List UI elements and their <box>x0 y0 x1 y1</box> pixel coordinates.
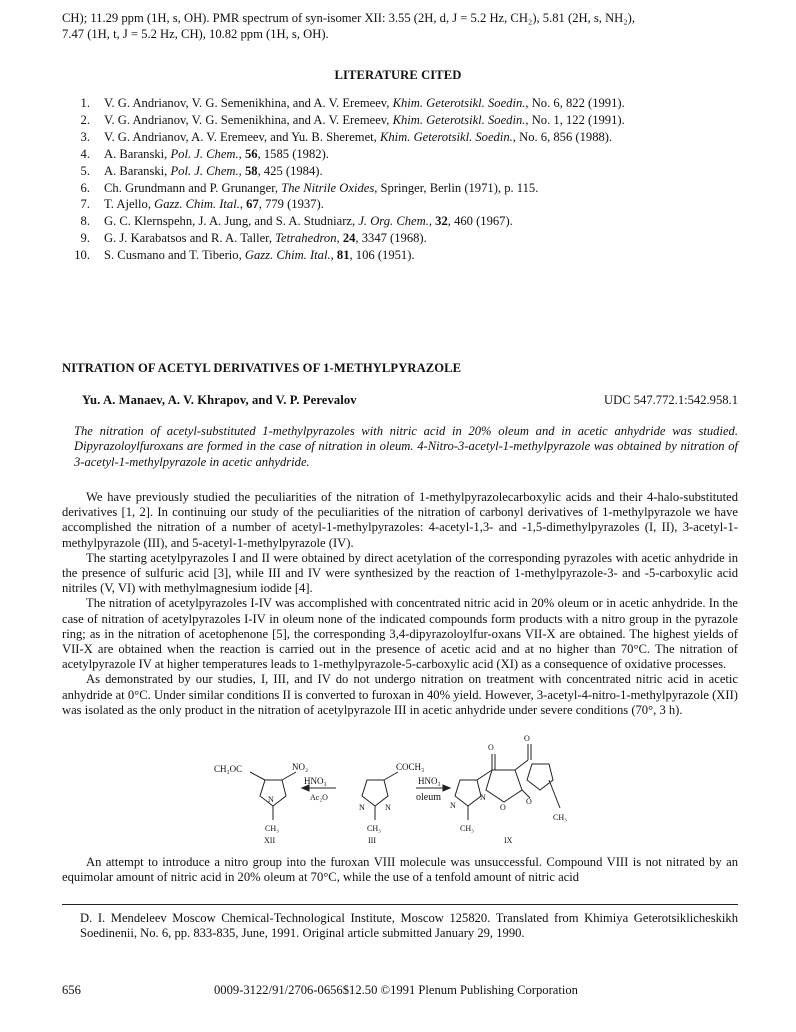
xii-n-label: N <box>268 795 274 804</box>
article-title: NITRATION OF ACETYL DERIVATIVES OF 1-METHYLPYRAZOLE <box>62 361 462 375</box>
iii-n-label-1: N <box>359 803 365 812</box>
reagent-right-bottom: oleum <box>416 792 441 803</box>
reference-volume: 24 <box>342 231 356 246</box>
reference-details: , No. 6, 822 (1991). <box>525 96 625 110</box>
reference-authors: G. C. Klernspehn, J. A. Jung, and S. A. Studniarz, <box>104 214 359 229</box>
reference-authors: V. G. Andrianov, V. G. Semenikhina, and A. V. Eremeev, <box>104 112 393 127</box>
compound-label-iii: III <box>368 836 376 845</box>
reference-number: 6. <box>80 180 90 195</box>
after-scheme-text <box>62 855 738 885</box>
footnote-rule <box>62 904 738 905</box>
reference-details: , 106 (1951). <box>349 248 415 263</box>
top-paragraph-line-1: CH); 11.29 ppm (1H, s, OH). PMR spectrum of syn-isomer XII: 3.55 (2H, d, J = 5.2 Hz, CH₂), 5.81 (2H, s, NH₂), <box>62 11 635 25</box>
reaction-scheme <box>210 734 590 850</box>
reference-number: 2. <box>80 112 90 127</box>
reference-journal: Khim. Geterotsikl. Soedin. <box>379 129 513 144</box>
reference-journal: Gazz. Chim. Ital. <box>244 248 331 263</box>
reference-details: , 779 (1937). <box>258 197 324 212</box>
reference-volume: 67 <box>246 197 259 212</box>
reference-volume: 32 <box>435 214 448 229</box>
reference-item: 7. T. Ajello, Gazz. Chim. Ital., 67, 779 (1937). <box>62 197 752 212</box>
reference-details: , 460 (1967). <box>447 214 513 229</box>
ix-methyl-1: CH₃ <box>460 824 474 833</box>
abstract: The nitration of acetyl-substituted 1-methylpyrazoles with nitric acid in 20% oleum and in acetic anhydride was studied. Dipyrazoloylfuroxans are formed in the case of nitration in oleum. 4-Nitro-3-acetyl-1-methylpyrazole was obtained by nitration of 3-acetyl-1-methylpyrazole in acetic anhydride. <box>74 424 738 469</box>
reference-journal: The Nitrile Oxides <box>281 180 375 195</box>
reference-authors: V. G. Andrianov, A. V. Eremeev, and Yu. B. Sheremet, <box>104 129 380 144</box>
reference-authors: V. G. Andrianov, V. G. Semenikhina, and A. V. Eremeev, <box>104 96 393 110</box>
reagent-left-top: HNO₃ <box>304 776 327 786</box>
paragraph-4: As demonstrated by our studies, I, III, and IV do not undergo nitration on treatment with concentrated nitric acid in acetic anhydride at 0°C. Under similar conditions II is converted to furoxan in 40% yield. However, 3-acetyl-4-nitro-1-methylpyrazole (XII) was isolated as the only product in the nitration of acetylpyrazole III in acetic anhydride under severe conditions (70°, 3 h). <box>62 672 738 717</box>
reagent-left-bottom: Ac₂O <box>310 793 328 802</box>
ix-n-label-1: N <box>450 801 456 810</box>
ix-methyl-2: CH₃ <box>553 813 567 822</box>
reference-number: 4. <box>80 146 90 161</box>
literature-heading: LITERATURE CITED <box>334 68 462 82</box>
page-number: 656 <box>62 983 81 997</box>
reference-details: , No. 6, 856 (1988). <box>512 129 613 144</box>
reference-number: 1. <box>80 96 90 110</box>
reference-details: , 1585 (1982). <box>257 146 329 161</box>
reference-details: , Springer, Berlin (1971), p. 115. <box>374 180 539 195</box>
reference-details: , 425 (1984). <box>257 163 323 178</box>
reference-item: 8. G. C. Klernspehn, J. A. Jung, and S. A. Studniarz, J. Org. Chem., 32, 460 (1967). <box>62 214 752 229</box>
reference-volume: 81 <box>336 248 350 263</box>
reference-number: 8. <box>80 214 90 229</box>
reference-journal: Pol. J. Chem. <box>170 146 239 161</box>
compound-label-xii: XII <box>264 836 276 845</box>
footnote: D. I. Mendeleev Moscow Chemical-Technological Institute, Moscow 125820. Translated from Khimiya Geterotsiklicheskikh Soedinenii, No. 6, pp. 833-835, June, 1991. Original article submitted January 29, 1990. <box>80 911 738 941</box>
reference-volume: 58 <box>244 163 258 178</box>
body-text <box>62 490 738 718</box>
reference-journal: Pol. J. Chem. <box>170 163 239 178</box>
xii-nitro-label: NO₂ <box>292 762 309 772</box>
reference-item: 9. G. J. Karabatsos and R. A. Taller, Tetrahedron, 24, 3347 (1968). <box>62 231 752 246</box>
reference-item: 4. A. Baranski, Pol. J. Chem., 56, 1585 (1982). <box>62 147 752 162</box>
furoxan-ring <box>486 770 522 802</box>
reference-number: 5. <box>80 163 90 178</box>
reference-journal: Khim. Geterotsikl. Soedin. <box>392 96 526 110</box>
reference-item <box>62 181 752 196</box>
paragraph-5: An attempt to introduce a nitro group into the furoxan VIII molecule was unsuccessful. Compound VIII is not nitrated by an equimolar amount of nitric acid in 20% oleum at 70°C, while the use of a tenfold amount of nitric acid <box>62 855 738 885</box>
pyrazole-ring-ix-left <box>455 780 481 806</box>
paragraph-1: We have previously studied the peculiarities of the nitration of 1-methylpyrazolecarboxylic acids and their 4-halo-substituted derivatives [1, 2]. In continuing our study of the peculiarities of the nitration of carbonyl derivatives of 1-methylpyrazole we have accomplished the nitration of a number of acetyl-1-methylpyrazoles: 4-acetyl-1,3- and -1,5-dimethylpyrazoles (I, II), 3-acetyl-1-methylpyrazole (III), and 5-acetyl-1-methylpyrazole (IV). <box>62 490 738 550</box>
ix-n-label-2: N <box>480 793 486 802</box>
reference-details: , 3347 (1968). <box>355 231 427 246</box>
reference-number: 10. <box>74 248 90 263</box>
ix-o-label-4: O <box>526 797 532 806</box>
xii-methyl: CH₃ <box>265 824 279 833</box>
reference-item: 10. S. Cusmano and T. Tiberio, Gazz. Chim. Ital., 81, 106 (1951). <box>62 248 752 263</box>
iii-acetyl-label: COCH₃ <box>396 762 425 772</box>
reference-authors: T. Ajello, <box>104 197 155 212</box>
udc-code: UDC 547.772.1:542.958.1 <box>604 393 738 407</box>
reference-number: 3. <box>80 129 90 144</box>
reference-details: , No. 1, 122 (1991). <box>525 112 625 127</box>
ix-o-label-1: O <box>488 743 494 752</box>
xii-acetyl-label: CH₃OC <box>214 764 243 774</box>
iii-n-label-2: N <box>385 803 391 812</box>
iii-methyl: CH₃ <box>367 824 381 833</box>
copyright-line: 0009-3122/91/2706-0656$12.50 ©1991 Plenum Publishing Corporation <box>214 983 578 997</box>
reference-number: 7. <box>80 197 90 212</box>
reference-authors: A. Baranski, <box>104 146 171 161</box>
paragraph-3: The nitration of acetylpyrazoles I-IV was accomplished with concentrated nitric acid in 20% oleum or in acetic anhydride. In the case of nitration of acetylpyrazoles I-IV in oleum none of the indicated compounds form products with a nitro group in the pyrazole ring; as in the nitration of acetophenone [5], the corresponding 3,4-dipyrazoloylfur-oxans VII-X are obtained. The highest yields of VII-X are obtained when the reaction is carried out in the presence of acetic acid and at no higher than 70°C. The nitration of acetylpyrazole IV at higher temperatures leads to 1-methylpyrazole-5-carboxylic acid (XI) as a consequence of oxidative processes. <box>62 596 738 672</box>
reference-number: 9. <box>80 231 90 246</box>
reference-item: 5. A. Baranski, Pol. J. Chem., 58, 425 (1984). <box>62 164 752 179</box>
reference-authors: A. Baranski, <box>104 163 171 178</box>
reference-authors: G. J. Karabatsos and R. A. Taller, <box>104 231 276 246</box>
ix-o-label-3: O <box>500 803 506 812</box>
reference-item <box>62 96 752 111</box>
reagent-right-top: HNO₃ <box>418 776 441 786</box>
paragraph-2: The starting acetylpyrazoles I and II were obtained by direct acetylation of the corresponding pyrazoles with acetic anhydride in the presence of sulfuric acid [3], while III and IV were synthesized by the reaction of 1-methylpyrazole-3- and -5-carboxylic acid nitriles (V, VI) with methylmagnesium iodide [4]. <box>62 550 738 596</box>
pyrazole-ring-ix-right <box>527 764 553 790</box>
reference-authors: S. Cusmano and T. Tiberio, <box>104 248 245 263</box>
reference-journal: Gazz. Chim. Ital. <box>154 197 240 212</box>
article-authors: Yu. A. Manaev, A. V. Khrapov, and V. P. Perevalov <box>82 393 357 407</box>
reference-item <box>62 130 752 145</box>
reference-item <box>62 113 752 128</box>
compound-label-ix: IX <box>504 836 513 845</box>
reference-authors: Ch. Grundmann and P. Grunanger, <box>104 180 282 195</box>
reference-journal: Tetrahedron <box>275 231 337 246</box>
top-paragraph-line-2: 7.47 (1H, t, J = 5.2 Hz, CH), 10.82 ppm (1H, s, OH). <box>62 27 329 41</box>
reference-volume: 56 <box>244 146 258 161</box>
reference-journal: J. Org. Chem. <box>358 214 429 229</box>
reference-journal: Khim. Geterotsikl. Soedin. <box>392 112 526 127</box>
ix-o-label-2: O <box>524 734 530 743</box>
